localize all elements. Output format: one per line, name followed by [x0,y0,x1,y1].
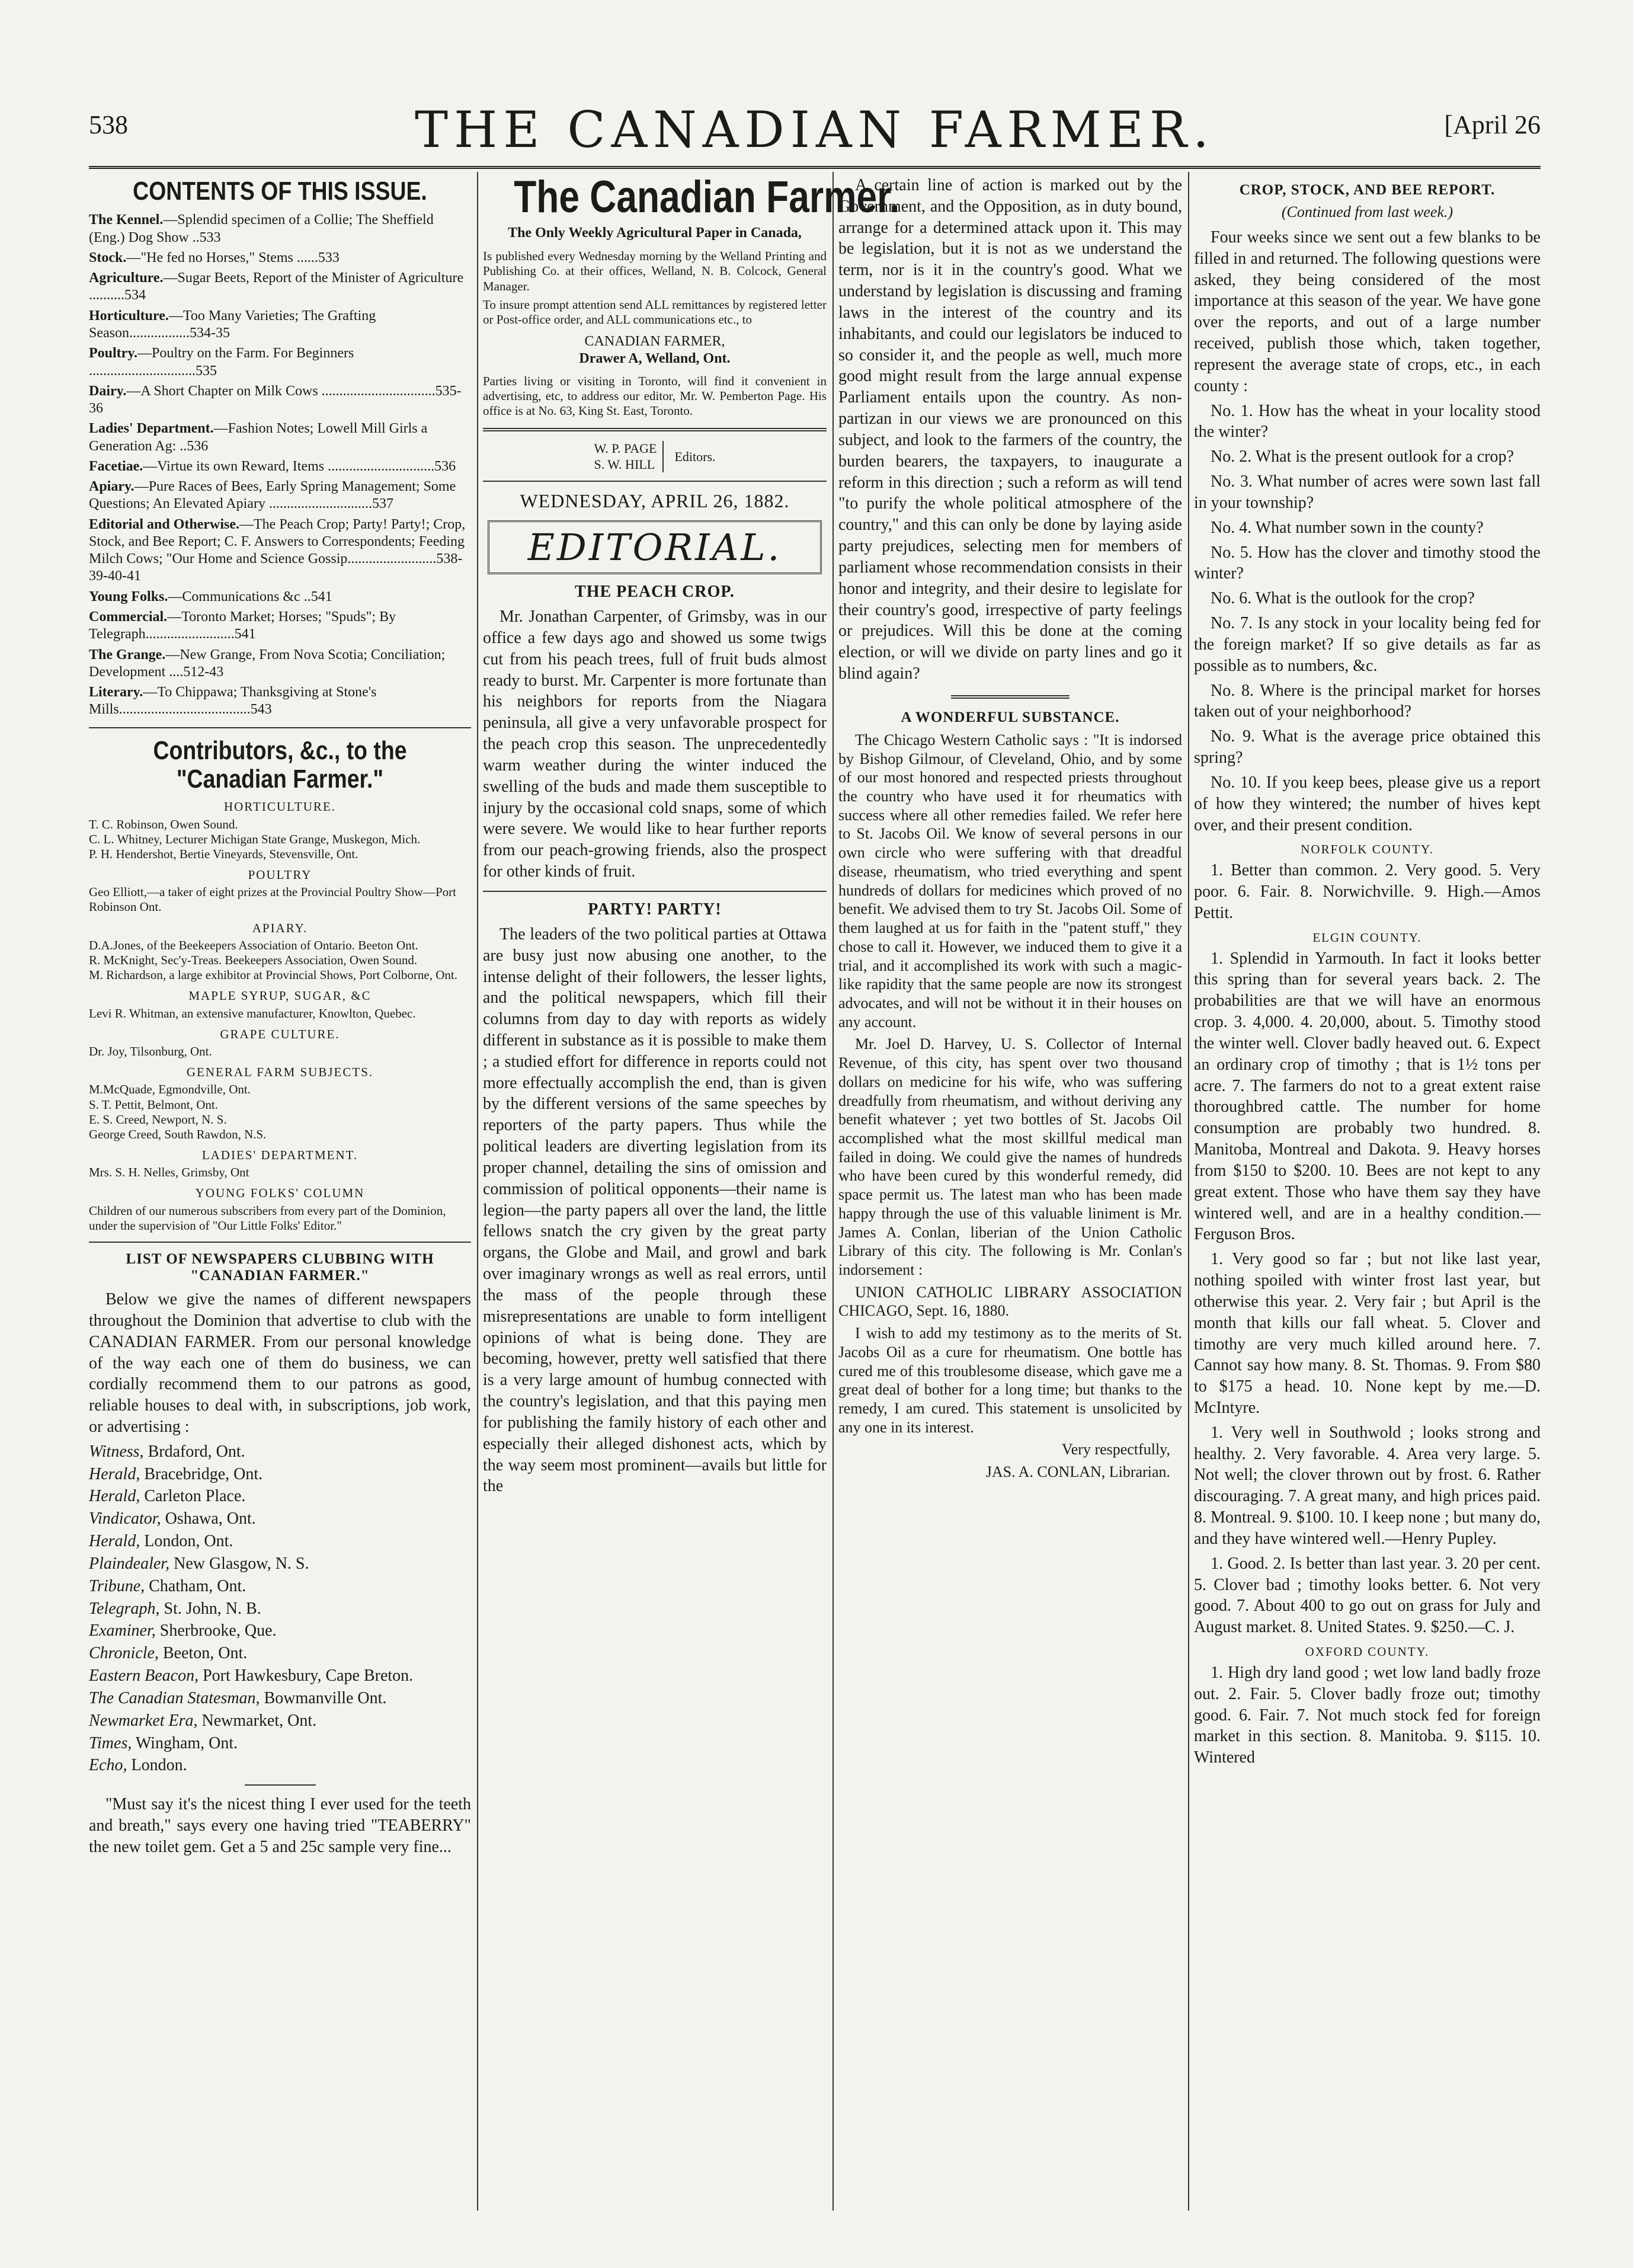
contents-item-text: —Too Many Varieties; The Grafting Season.................534-35 [89,308,376,341]
contents-item-text: —Poultry on the Farm. For Beginners ..............................535 [89,346,354,379]
divider [483,891,827,892]
newspaper-item [89,1733,471,1754]
newspaper-item [89,1576,471,1597]
divider [483,481,827,482]
contributor-entry: Geo Elliott,—a taker of eight prizes at the Provincial Poultry Show—Port Robinson Ont. [89,885,456,914]
page-date: [April 26 [1444,110,1541,139]
paper-subtitle: The Only Weekly Agricultural Paper in Canada, [508,225,802,241]
clubbing-intro: Below we give the names of different newspapers throughout the Dominion that advertise to club with the CANADIAN FARMER. From our personal knowledge of the way each one of them do business, we can cordially recommend them to our patrons as good, reliable houses to deal with, in subscriptions, job work, or advertising : [89,1290,471,1436]
newspaper-place: Carleton Place. [144,1487,246,1506]
contributor-entry: Mrs. S. H. Nelles, Grimsby, Ont [89,1165,249,1180]
contributors-heading: Contributors, &c., to the "Canadian Farmer." [153,735,407,794]
column-3 [838,175,1182,2208]
county-report: 1. Splendid in Yarmouth. In fact it looks better this spring than for several years back. 2. The probabilities are that we will have an enormous crop. 3. 4,000. 4. 20,000, about. 5. Timothy stood the winter well. Clover badly heaved out. 6. Expect an ordinary crop of timothy ; that is 1½ tons per acre. 7. The farmers do not to a great extent raise thoroughbred cattle. The number for home consumption are probably two hundred. 8. Manitoba, Montreal and Dakota. 9. Heavy horses from $150 to $200. 10. Bees are not kept to any great extent. Those who have them say they have wintered well, and are in a healthy condition.—Ferguson Bros. [1194,949,1541,1244]
contributor-entry: Dr. Joy, Tilsonburg, Ont. [89,1044,212,1058]
peach-crop-body: Mr. Jonathan Carpenter, of Grimsby, was in our office a few days ago and showed us some twigs cut from his peach trees, full of fruit buds almost ready to burst. Mr. Carpenter is more fortunate than his neighbors for reports from the Niagara peninsula, all give a very unfavorable prospect for the peach crop this season. The unprecedentedly warm weather during the winter induced the swelling of the buds and made them susceptible to injury by the occasional cold snaps, some of which were severe. We would like to hear further reports from our peach-growing friends, also the prospect for other kinds of fruit. [483,607,827,881]
newspaper-place: Oshawa, Ont. [165,1509,256,1528]
masthead [89,98,1541,163]
wonderful-body-1: The Chicago Western Catholic says : "It is indorsed by Bishop Gilmour, of Cleveland, Ohio, and by some of our most honored and respected priests throughout the country who have used it for rheumatics with success where all other remedies failed. We refer here to St. Jacobs Oil. We know of several persons in our own circle who were suffering with that dreadful disease, rheumatism, who tried everything and spent hundreds of dollars for medicines which proved of no benefit. We advised them to try St. Jacobs Oil. Some of them laughed at us for faith in the "patent stuff," they chose to call it. However, we induced them to give it a trial, and it accomplished its work with such a magic-like rapidity that the same people are now its strongest advocates, and will not be without it in their houses on any account. [838,731,1182,1031]
divider [89,1242,471,1243]
newspaper-item [89,1531,471,1552]
newspaper-item [89,1598,471,1620]
wonderful-body-2: Mr. Joel D. Harvey, U. S. Collector of Internal Revenue, of this city, has spent over two thousand dollars on medicine for his wife, who was suffering dreadfully from rheumatism, and without deriving any benefit whatever ; yet two bottles of St. Jacobs Oil accomplished what the most skillful medical man failed in doing. We could give the names of hundreds who have been cured by this wonderful remedy, did space permit us. The latest man who has been made happy through the use of this valuable liniment is Mr. James A. Conlan, liberian of the Union Catholic Library of this city. The following is Mr. Conlan's indorsement : [838,1035,1182,1278]
question-item: No. 8. Where is the principal market for horses taken out of your neighborhood? [1194,681,1541,721]
contents-item [89,249,471,267]
contributors-list [89,799,471,1233]
question-item: No. 4. What number sown in the county? [1211,518,1484,537]
question-item: No. 2. What is the present outlook for a crop? [1211,447,1514,466]
newspaper-place: St. John, N. B. [164,1599,261,1618]
questions-list [1194,401,1541,836]
county-report: 1. High dry land good ; wet low land badly froze out. 2. Fair. 5. Clover badly froze out; timothy good. 6. Fair. 7. Not much stock fed for foreign market in this section. 8. Manitoba. 9. $115. 10. Wintered [1194,1663,1541,1767]
remittance-note: To insure prompt attention send ALL remittances by registered letter or Post-office order, and ALL communications etc., to [483,297,827,327]
newspaper-item [89,1486,471,1507]
newspaper-item [89,1688,471,1709]
newspaper-place: Chatham, Ont. [149,1576,246,1595]
address-name: CANADIAN FARMER, [584,334,725,350]
contents-item-label: Young Folks. [89,588,168,604]
divider [483,428,827,431]
question-item: No. 3. What number of acres were sown last fall in your township? [1194,472,1541,512]
contributor-group-title: GRAPE CULTURE. [220,1026,340,1041]
contents-item-label: The Grange. [89,647,166,663]
contents-item [89,212,471,247]
contents-item [89,345,471,380]
contents-item-text: —Communications &c ..541 [168,588,332,604]
newspaper-name: Times, [89,1733,132,1752]
contents-item [89,270,471,305]
newspaper-place: Beeton, Ont. [162,1644,248,1663]
newspaper-place: London. [131,1756,187,1775]
newspaper-name: Herald, [89,1464,140,1483]
contents-item [89,478,471,513]
newspaper-place: Brdaford, Ont. [148,1442,245,1461]
wonderful-signature: JAS. A. CONLAN, Librarian. [985,1463,1170,1481]
newspaper-list [89,1441,471,1776]
question-item: No. 5. How has the clover and timothy stood the winter? [1194,543,1541,583]
party-title: PARTY! PARTY! [588,900,722,919]
newspaper-name: Vindicator, [89,1509,161,1528]
column-divider [832,172,834,2211]
contributor-entry: Levi R. Whitman, an extensive manufacturer, Knowlton, Quebec. [89,1006,416,1021]
newspaper-item [89,1508,471,1530]
question-item: No. 1. How has the wheat in your locality stood the winter? [1194,401,1541,442]
question-item: No. 7. Is any stock in your locality being fed for the foreign market? If so give details as far as possible as to numbers, &c. [1194,614,1541,675]
contents-item-label: Stock. [89,249,127,265]
county-report: 1. Good. 2. Is better than last year. 3. 20 per cent. 5. Clover bad ; timothy looks better. 6. Not very good. 7. About 400 to go out on grass for July and August market. 8. United States. 9. $250.—C. J. [1194,1554,1541,1637]
contents-item [89,516,471,586]
question-item: No. 10. If you keep bees, please give us a report of how they wintered; the number of hives kept over, and their present condition. [1194,773,1541,834]
contributor-group-title: YOUNG FOLKS' COLUMN [195,1186,365,1201]
column-divider [1188,172,1189,2211]
contents-item-text: —"He fed no Horses," Stems ......533 [126,249,340,265]
issue-date: WEDNESDAY, APRIL 26, 1882. [520,490,790,512]
contributor-entry: M. Richardson, a large exhibitor at Provincial Shows, Port Colborne, Ont. [89,968,457,983]
contributor-entry: S. T. Pettit, Belmont, Ont. [89,1097,218,1112]
contents-item-label: Editorial and Otherwise. [89,516,240,532]
contents-item-label: Commercial. [89,609,168,625]
newspaper-place: Bowmanville Ont. [264,1688,387,1707]
newspaper-place: New Glasgow, N. S. [174,1554,309,1573]
contents-item-label: Agriculture. [89,270,164,286]
newspaper-name: Witness, [89,1442,144,1461]
paper-name: The Canadian Farmer. [514,172,900,222]
contributor-group-title: MAPLE SYRUP, SUGAR, &C [188,989,372,1003]
column-4 [1194,175,1541,2208]
newspaper-place: Wingham, Ont. [135,1733,238,1752]
peach-crop-title: THE PEACH CROP. [575,583,735,602]
contents-item-text: —A Short Chapter on Milk Cows ................................535-36 [89,383,462,417]
wonderful-signoff: Very respectfully, [1061,1441,1170,1458]
county-report: 1. Better than common. 2. Very good. 5. Very poor. 6. Fair. 8. Norwichville. 9. High.—Amos Pettit. [1194,861,1541,922]
masthead-rule [89,166,1541,169]
page-number: 538 [89,110,128,139]
divider [89,727,471,728]
contents-item-text: —Toronto Market; Horses; "Spuds"; By Telegraph.........................541 [89,609,396,642]
contents-item-text: —The Peach Crop; Party! Party!; Crop, Stock, and Bee Report; C. F. Answers to Correspondents; Feeding Milch Cows; "Our Home and Science Gossip.........................538-39-40-41 [89,516,466,584]
contributor-entry: R. McKnight, Sec'y-Treas. Beekeepers Association, Owen Sound. [89,953,418,968]
county-reports [1194,842,1541,1768]
column-1 [89,175,471,2208]
newspaper-place: Sherbrooke, Que. [159,1621,277,1640]
editor-name: S. W. HILL [594,456,655,472]
crop-report-intro: Four weeks since we sent out a few blanks to be filled in and returned. The following questions were asked, they being considered of the most importance at this season of the year. We have gone over the reports, and out of a large number received, publish those which, taken together, represent the average state of crops, etc., in each county : [1194,228,1541,395]
editors-label: Editors. [674,449,716,464]
newspaper-item [89,1620,471,1642]
contents-item [89,458,471,475]
newspaper-place: London, Ont. [144,1532,233,1551]
contributor-group-title: GENERAL FARM SUBJECTS. [186,1065,374,1080]
column-divider [477,172,478,2211]
newspaper-name: Telegraph, [89,1599,160,1618]
contents-item [89,383,471,418]
contents-item-text: —To Chippawa; Thanksgiving at Stone's Mills.....................................543 [89,684,377,718]
contents-item-text: —New Grange, From Nova Scotia; Conciliation; Development ....512-43 [89,647,446,680]
contributor-entry: M.McQuade, Egmondville, Ont. [89,1082,251,1097]
contents-item [89,647,471,682]
contents-item [89,609,471,644]
contributor-entry: Children of our numerous subscribers from every part of the Dominion, under the supervision of "Our Little Folks' Editor." [89,1203,446,1233]
wonderful-title: A WONDERFUL SUBSTANCE. [901,709,1120,725]
divider [951,695,1070,699]
county-heading: OXFORD COUNTY. [1305,1645,1430,1659]
newspaper-name: Echo, [89,1756,127,1775]
clubbing-heading: LIST OF NEWSPAPERS CLUBBING WITH "CANADIAN FARMER." [126,1251,434,1284]
contributor-entry: E. S. Creed, Newport, N. S. [89,1112,227,1127]
editor-name: W. P. PAGE [594,441,657,456]
newspaper-item [89,1665,471,1687]
wonderful-letterhead: UNION CATHOLIC LIBRARY ASSOCIATION CHICAGO, Sept. 16, 1880. [838,1283,1182,1320]
contributor-group-title: APIARY. [252,920,308,935]
contributor-entry: P. H. Hendershot, Bertie Vineyards, Stevensville, Ont. [89,846,358,861]
contents-item-label: Horticulture. [89,308,169,324]
newspaper-item [89,1464,471,1485]
county-report: 1. Very good so far ; but not like last year, nothing spoiled with winter frost last year, but otherwise this year. 2. Very fair ; but April is the month that kills our fall wheat. 5. Clover and timothy are very much killed around here. 7. Cannot say how many. 8. St. Thomas. 9. From $80 to $175 a head. 10. None kept by me.—D. McIntyre. [1194,1250,1541,1417]
newspaper-name: Newmarket Era, [89,1711,198,1730]
newspaper-item [89,1710,471,1732]
publication-note: Is published every Wednesday morning by the Welland Printing and Publishing Co. at their offices, Welland, N. B. Colcock, General Manager. [483,249,827,293]
crop-report-continued: (Continued from last week.) [1281,203,1453,220]
contents-heading: CONTENTS OF THIS ISSUE. [133,177,427,206]
column-2 [483,172,900,2208]
contents-item-label: The Kennel. [89,212,164,228]
county-report: 1. Very well in Southwold ; looks strong and healthy. 2. Very favorable. 4. Area very large. 5. Not well; the clover thrown out by frost. 6. Rather discouraging. 7. A great many, and high prices paid. 8. Montreal. 9. $100. 10. I keep none ; but many do, and they have wintered well.—Henry Pupley. [1194,1423,1541,1548]
editors-block [483,441,827,472]
question-item: No. 6. What is the outlook for the crop? [1211,589,1475,608]
contents-list [89,212,471,718]
newspaper-item [89,1441,471,1463]
newspaper-name: Eastern Beacon, [89,1666,199,1685]
party-body-2: A certain line of action is marked out by the Government, and the Opposition, as in duty bound, arrange for a determined attack upon it. This may be legislation, but it is not as we understand the term, nor is it in the country's good. What we understand by legislation is discussing and framing laws in the interest of the country and its inhabitants, and could our legislators be induced to so consider it, and the people as well, much more good might result from the large annual expense Parliament entails upon the country. As non-partizan in our views we are pronounced on this subject, and look to the farmers of the country, the burden bearers, the taxpayers, to inaugurate a reform in this direction ; such a reform as will tend "to purify the whole political atmosphere of the country," and this can only be done by laying aside party prejudices, selecting men for members of parliament whose recommendation consists in their honor and integrity, and their desire to legislate for their country's good, irrespective of party feelings or prejudices. Will this be done at the coming election, or will we divide on party lines and go it blind again? [838,176,1182,683]
address-line: Drawer A, Welland, Ont. [579,351,731,367]
newspaper-name: Examiner, [89,1621,156,1640]
contents-item-text: —Virtue its own Reward, Items ..............................536 [143,458,456,474]
contents-item-label: Ladies' Department. [89,421,214,437]
newspaper-name: Tribune, [89,1576,145,1595]
contents-item-label: Dairy. [89,383,127,399]
contents-item [89,308,471,343]
crop-report-title: CROP, STOCK, AND BEE REPORT. [1239,182,1496,198]
newspaper-name: Herald, [89,1487,140,1506]
contributor-group-title: LADIES' DEPARTMENT. [201,1148,358,1163]
contents-item-text: —Sugar Beets, Report of the Minister of Agriculture ..........534 [89,270,464,303]
newspaper-item [89,1755,471,1776]
contents-item-text: —Splendid specimen of a Collie; The Sheffield (Eng.) Dog Show ..533 [89,212,434,245]
contributor-entry: C. L. Whitney, Lecturer Michigan State Grange, Muskegon, Mich. [89,831,421,846]
contents-item-label: Literary. [89,684,143,700]
contributor-group-title: HORTICULTURE. [223,799,337,814]
contributor-entry: D.A.Jones, of the Beekeepers Association of Ontario. Beeton Ont. [89,938,418,952]
newspaper-item [89,1553,471,1575]
contents-item-label: Apiary. [89,479,135,495]
newspaper-name: Chronicle, [89,1644,159,1663]
party-body-1: The leaders of the two political parties at Ottawa are busy just now abusing one another, to the intense delight of their followers, the lesser lights, and the political newspapers, which fill their columns from day to day with reports as widely different in substance as it is possible to make them ; a studied effort for difference in reports could not more effectually accomplish the end, than is given by the different versions of the same speeches by reporters of the party papers. Thus while the political leaders are diverting legislation from its proper channel, detailing the sins of omission and commission of political opponents—their name is legion—the party papers all over the land, the little fellows snatch the cry given by the great party organs, the Globe and Mail, and growl and bark over imaginary wrongs as well as real errors, until the mass of the people through these misrepresentations are unable to form intelligent opinions of what is being done. They are becoming, however, pretty well satisfied that there is a very large amount of humbug connected with the country's legislation, and that this paying men for publishing the family history of each other and especially their alleged dishonest acts, which by the way seem most prominent—avails but little for the [483,925,827,1496]
teaberry-note: "Must say it's the nicest thing I ever used for the teeth and breath," says every one having tried "TEABERRY" the new toilet gem. Get a 5 and 25c sample very fine... [89,1795,471,1856]
newspaper-name: Plaindealer, [89,1554,170,1573]
newspaper-name: Herald, [89,1532,140,1551]
question-item: No. 9. What is the average price obtained this spring? [1194,727,1541,767]
newspaper-title: THE CANADIAN FARMER. [415,101,1215,159]
contents-item-text: —Fashion Notes; Lowell Mill Girls a Generation Ag: ..536 [89,421,428,454]
newspaper-item [89,1643,471,1664]
contents-item [89,420,471,455]
county-heading: ELGIN COUNTY. [1312,930,1422,945]
contributor-entry: T. C. Robinson, Owen Sound. [89,817,238,831]
contributor-group-title: POULTRY [248,868,312,882]
contributor-entry: George Creed, South Rawdon, N.S. [89,1127,267,1141]
editorial-banner: EDITORIAL. [488,520,822,574]
toronto-note: Parties living or visiting in Toronto, will find it convenient in advertising, etc, to address our editor, Mr. W. Pemberton Page. His office is at No. 63, King St. East, Toronto. [483,373,827,418]
divider [245,1784,316,1786]
contents-item [89,684,471,719]
county-heading: NORFOLK COUNTY. [1301,842,1434,857]
newspaper-place: Bracebridge, Ont. [144,1464,263,1483]
contents-item-label: Poultry. [89,346,137,362]
newspaper-name: The Canadian Statesman, [89,1688,260,1707]
contents-item-label: Facetiae. [89,458,143,474]
newspaper-place: Port Hawkesbury, Cape Breton. [203,1666,414,1685]
contents-item [89,588,471,606]
contents-item-text: —Pure Races of Bees, Early Spring Management; Some Questions; An Elevated Apiary .............................537 [89,479,456,512]
wonderful-body-3: I wish to add my testimony as to the merits of St. Jacobs Oil as a cure for rheumatism. One bottle has cured me of this troublesome disease, which gave me a great deal of bother for a long time; but thanks to the remedy, I am cured. This statement is unsolicited by any one in its interest. [838,1325,1182,1436]
newspaper-place: Newmarket, Ont. [201,1711,317,1730]
